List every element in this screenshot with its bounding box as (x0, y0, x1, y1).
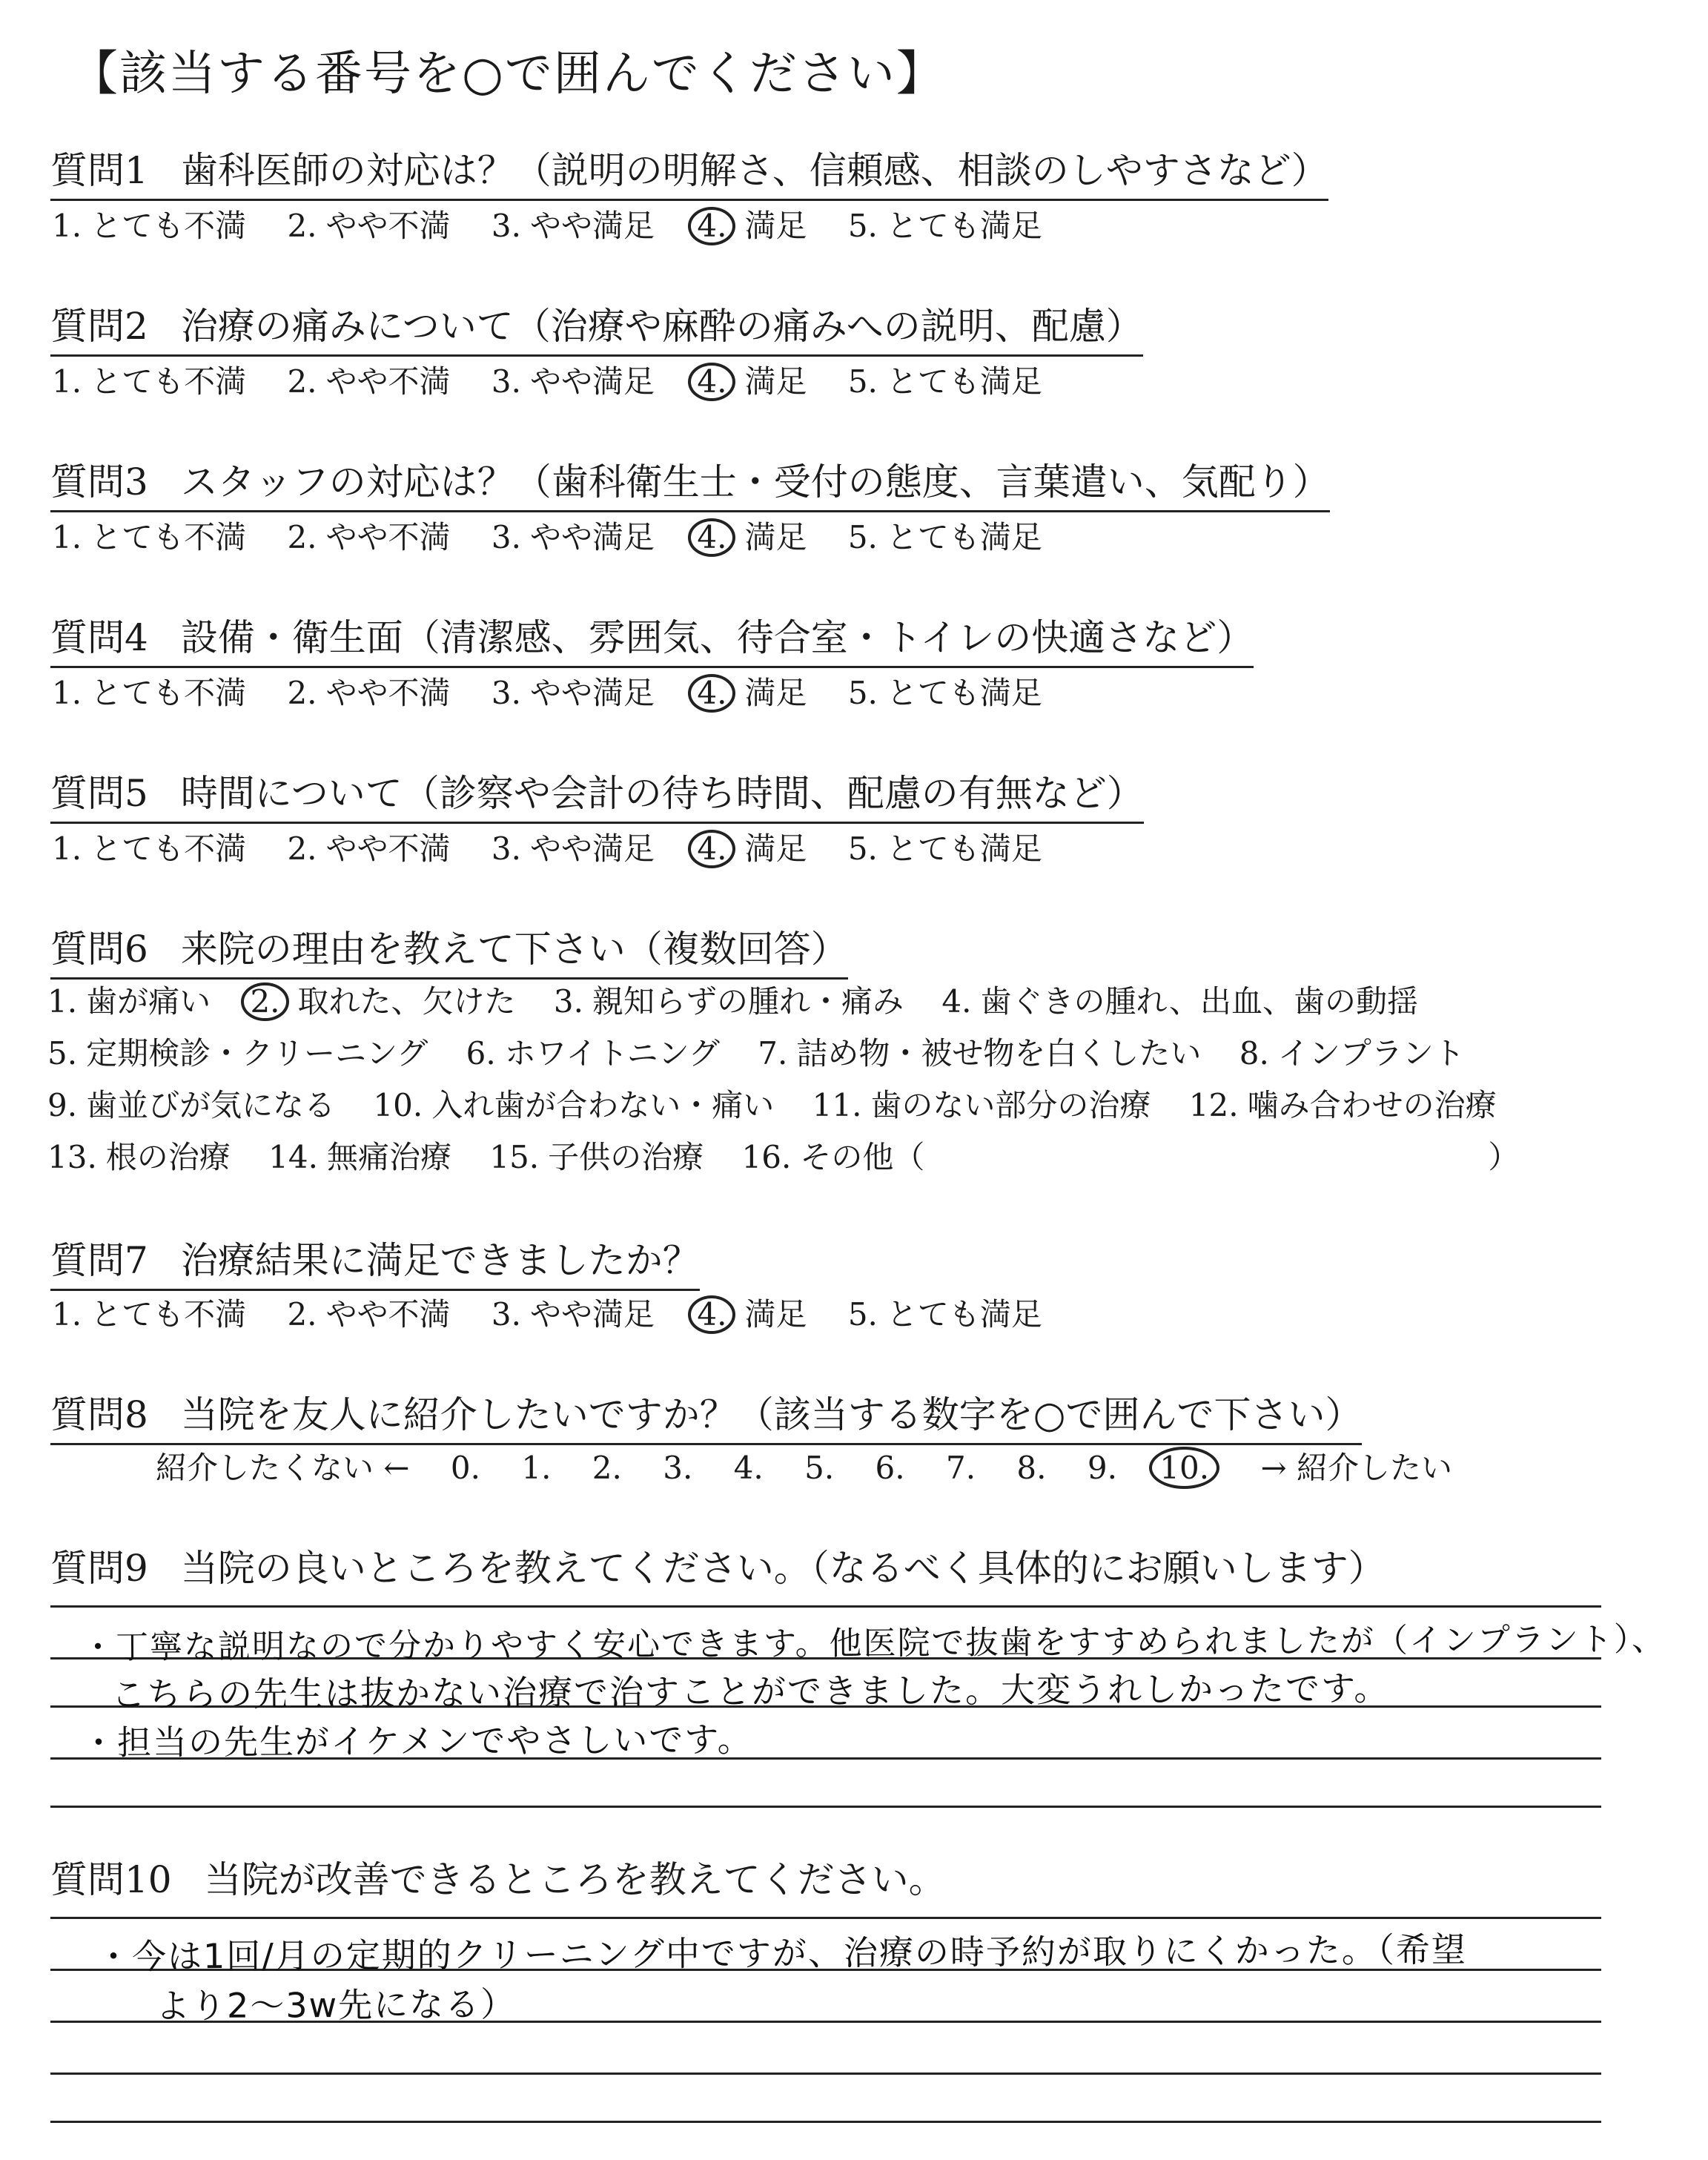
option-3[interactable] (491, 825, 655, 869)
option-3[interactable] (491, 202, 655, 246)
question-2-options (52, 357, 1073, 402)
scale-number[interactable]: 5. (804, 1450, 835, 1486)
option-label: やや不満 (325, 675, 451, 711)
option-label: とても満足 (886, 363, 1042, 400)
question-9-heading (50, 1539, 1386, 1596)
option-label: やや不満 (325, 1296, 451, 1332)
option-number: 5. (847, 1296, 878, 1332)
option-label: 満足 (744, 675, 807, 711)
option-label: やや不満 (325, 519, 451, 555)
option-number: 2. (287, 830, 317, 867)
option-label: とても不満 (90, 675, 247, 711)
question-number: 質問8 (50, 1393, 148, 1436)
option-number: 3. (491, 519, 521, 555)
option-number: 5. (847, 208, 878, 244)
option-2[interactable] (287, 669, 450, 713)
question-4-options (52, 669, 1073, 713)
question-3-heading (50, 452, 1330, 512)
question-text: 当院が改善できるところを教えてください。 (204, 1858, 946, 1901)
question-text: 設備・衛生面（清潔感、雰囲気、待合室・トイレの快適さなど） (180, 616, 1254, 659)
option-1[interactable] (52, 1290, 246, 1335)
reason-row (47, 1133, 1547, 1185)
option-5[interactable] (848, 825, 1042, 869)
reason-option[interactable] (373, 1081, 774, 1126)
scale-number[interactable]: 2. (592, 1450, 622, 1486)
hand-circle-mark: 4. (688, 674, 735, 713)
option-3[interactable] (491, 669, 655, 713)
option-label: とても満足 (886, 830, 1042, 867)
option-number: 1. (52, 363, 82, 400)
option-label: とても不満 (90, 1296, 247, 1332)
option-1[interactable] (52, 669, 246, 713)
option-4-circled[interactable] (695, 357, 807, 402)
option-label: とても不満 (90, 363, 247, 400)
question-number: 質問6 (50, 928, 148, 971)
option-number: 1. (52, 519, 82, 555)
option-number: 1. (47, 983, 78, 1020)
option-4-circled[interactable] (695, 1290, 807, 1335)
option-4-circled[interactable] (695, 825, 807, 869)
scale-right-label: → 紹介したい (1260, 1450, 1452, 1486)
option-5[interactable] (848, 669, 1042, 713)
question-text: 時間について（診察や会計の待ち時間、配慮の有無など） (180, 772, 1144, 815)
option-number: 1. (52, 1296, 82, 1332)
option-label: やや満足 (529, 208, 655, 244)
option-label: 歯並びが気になる (86, 1087, 336, 1123)
option-number: 1. (52, 830, 82, 867)
question-text: 当院を友人に紹介したいですか？（該当する数字を○で囲んで下さい） (180, 1393, 1363, 1436)
option-4-circled[interactable] (695, 202, 807, 246)
option-label: やや満足 (529, 519, 655, 555)
option-label: ホワイトニング (504, 1035, 720, 1071)
recommend-scale (156, 1444, 1483, 1489)
question-text: 来院の理由を教えて下さい（複数回答） (180, 928, 848, 971)
question-number: 質問2 (50, 305, 148, 348)
scale-number[interactable]: 8. (1016, 1450, 1047, 1486)
option-4-circled[interactable] (695, 669, 807, 713)
hand-circle-mark: 4. (688, 518, 735, 557)
reason-option[interactable] (941, 977, 1418, 1022)
question-number: 質問4 (50, 616, 148, 659)
handwritten-answer: ・担当の先生がイケメンでやさしいです。 (81, 1719, 753, 1763)
reason-option[interactable] (47, 977, 211, 1022)
handwritten-answer: より2～3w先になる） (155, 1984, 517, 2027)
option-label: とても満足 (886, 208, 1042, 244)
reason-row (47, 1081, 1547, 1133)
scale-number[interactable]: 3. (663, 1450, 693, 1486)
option-label: とても満足 (886, 1296, 1042, 1332)
question-text: 当院の良いところを教えてください。（なるべく具体的にお願いします） (180, 1547, 1386, 1590)
option-2[interactable] (287, 513, 450, 558)
option-number: 3. (491, 675, 521, 711)
answer-line (50, 1806, 1601, 1808)
option-number: 8. (1239, 1035, 1269, 1071)
scale-number[interactable]: 4. (733, 1450, 764, 1486)
scale-number[interactable]: 1. (521, 1450, 552, 1486)
scale-left-label: 紹介したくない ← (156, 1450, 410, 1486)
hand-circle-mark: 4. (688, 207, 735, 245)
option-label: やや満足 (529, 675, 655, 711)
question-number: 質問1 (50, 149, 148, 192)
reason-option[interactable] (47, 1081, 335, 1126)
reason-option-other[interactable] (742, 1133, 1520, 1178)
reason-option[interactable] (489, 1133, 704, 1178)
option-label: やや満足 (529, 830, 655, 867)
reason-option[interactable] (47, 1029, 428, 1074)
option-number: 2. (287, 519, 317, 555)
answer-line (50, 1605, 1601, 1608)
question-3-options (52, 513, 1073, 558)
reason-option[interactable] (812, 1081, 1151, 1126)
option-label: 満足 (744, 1296, 807, 1332)
hand-circle-mark: 4. (688, 830, 735, 868)
question-number: 質問10 (50, 1858, 172, 1901)
scale-number[interactable]: 9. (1087, 1450, 1117, 1486)
option-number: 5. (847, 675, 878, 711)
question-8-heading (50, 1385, 1362, 1445)
option-label: 取れた、欠けた (297, 983, 516, 1020)
option-label: やや不満 (325, 363, 451, 400)
option-label: とても満足 (886, 519, 1042, 555)
option-label: 子供の治療 (548, 1139, 704, 1175)
scale-number[interactable]: 6. (875, 1450, 905, 1486)
option-3[interactable] (491, 357, 655, 402)
option-label: 詰め物・被せ物を白くしたい (796, 1035, 1202, 1071)
question-number: 質問3 (50, 460, 148, 503)
option-2[interactable] (287, 1290, 450, 1335)
option-number: 10. (373, 1087, 423, 1123)
question-6-heading (50, 919, 848, 980)
option-number: 2. (287, 1296, 317, 1332)
option-5[interactable] (848, 202, 1042, 246)
option-number: 13. (47, 1139, 97, 1175)
option-number: 3. (491, 363, 521, 400)
option-number: 2. (287, 363, 317, 400)
option-number: 5. (847, 363, 878, 400)
option-number: 9. (47, 1087, 78, 1123)
reason-option[interactable] (1239, 1029, 1465, 1074)
option-number: 6. (466, 1035, 496, 1071)
question-number: 質問7 (50, 1239, 148, 1282)
option-number: 3. (553, 983, 583, 1020)
option-label: その他（ (800, 1139, 925, 1175)
reason-row (47, 977, 1547, 1029)
option-label: 親知らずの腫れ・痛み (592, 983, 904, 1020)
option-1[interactable] (52, 825, 246, 869)
question-1-heading (50, 141, 1328, 201)
option-number: 3. (491, 1296, 521, 1332)
option-number: 5. (47, 1035, 78, 1071)
question-text: 治療結果に満足できましたか？ (180, 1239, 700, 1282)
option-2[interactable] (287, 202, 450, 246)
handwritten-answer: ・丁寧な説明なので分かりやすく安心できます。他医院で抜歯をすすめられましたが（インプラント）、 (81, 1620, 1666, 1667)
reason-option[interactable] (758, 1029, 1201, 1074)
question-7-options (52, 1290, 1073, 1335)
option-3[interactable] (491, 513, 655, 558)
option-number: 15. (489, 1139, 540, 1175)
option-label: インプラント (1277, 1035, 1465, 1071)
option-5[interactable] (848, 357, 1042, 402)
other-close-paren: ） (1488, 1139, 1520, 1175)
option-5[interactable] (848, 1290, 1042, 1335)
option-label: 満足 (744, 519, 807, 555)
answer-line (50, 2121, 1601, 2123)
option-label: やや満足 (529, 1296, 655, 1332)
question-4-heading (50, 608, 1254, 668)
reason-option-circled[interactable] (248, 977, 515, 1022)
question-5-heading (50, 764, 1144, 824)
question-5-options (52, 825, 1073, 869)
option-number: 12. (1188, 1087, 1239, 1123)
option-number: 3. (491, 830, 521, 867)
option-number: 2. (287, 208, 317, 244)
page-title: 【該当する番号を○で囲んでください】 (70, 47, 945, 102)
option-2[interactable] (287, 357, 450, 402)
option-number: 3. (491, 208, 521, 244)
option-3[interactable] (491, 1290, 655, 1335)
option-1[interactable] (52, 513, 246, 558)
option-1[interactable] (52, 357, 246, 402)
visit-reasons-list (47, 977, 1547, 1185)
option-label: とても不満 (90, 519, 247, 555)
reason-option[interactable] (268, 1133, 451, 1178)
option-label: やや不満 (325, 830, 451, 867)
option-4-circled[interactable] (695, 513, 807, 558)
option-number: 5. (847, 830, 878, 867)
hand-circle-mark: 4. (688, 363, 735, 401)
answer-line (50, 2073, 1601, 2075)
reason-row (47, 1029, 1547, 1081)
reason-option[interactable] (1189, 1081, 1497, 1126)
question-text: 治療の痛みについて（治療や麻酔の痛みへの説明、配慮） (180, 305, 1143, 348)
scale-number[interactable]: 7. (945, 1450, 976, 1486)
scale-number-circled[interactable]: 10. (1149, 1447, 1219, 1489)
question-text: スタッフの対応は？（歯科衛生士・受付の態度、言葉遣い、気配り） (180, 460, 1330, 503)
option-label: 噛み合わせの治療 (1247, 1087, 1497, 1123)
option-label: 根の治療 (105, 1139, 231, 1175)
option-label: 入れ歯が合わない・痛い (431, 1087, 775, 1123)
option-number: 4. (941, 983, 972, 1020)
option-number: 1. (52, 675, 82, 711)
option-label: 歯のない部分の治療 (870, 1087, 1151, 1123)
question-number: 質問5 (50, 772, 148, 815)
option-number: 11. (812, 1087, 862, 1123)
hand-circle-mark: 2. (241, 982, 288, 1021)
question-1-options (52, 202, 1073, 246)
handwritten-answer: ・今は1回/月の定期的クリーニング中ですが、治療の時予約が取りにくかった。（希望 (96, 1929, 1468, 1977)
option-label: とても不満 (90, 208, 247, 244)
option-label: とても不満 (90, 830, 247, 867)
question-number: 質問9 (50, 1547, 148, 1590)
question-text: 歯科医師の対応は？（説明の明解さ、信頼感、相談のしやすさなど） (180, 149, 1328, 192)
option-label: 満足 (744, 830, 807, 867)
reason-option[interactable] (47, 1133, 231, 1178)
reason-option[interactable] (554, 977, 904, 1022)
option-1[interactable] (52, 202, 246, 246)
option-number: 2. (287, 675, 317, 711)
option-label: やや満足 (529, 363, 655, 400)
option-label: 歯ぐきの腫れ、出血、歯の動揺 (980, 983, 1418, 1020)
option-label: とても満足 (886, 675, 1042, 711)
answer-line (50, 1917, 1601, 1919)
handwritten-answer: こちらの先生は抜かない治療で治すことができました。大変うれしかったです。 (110, 1668, 1390, 1715)
option-label: 歯が痛い (86, 983, 211, 1020)
question-10-heading (50, 1850, 946, 1908)
option-number: 14. (268, 1139, 318, 1175)
option-label: 無痛治療 (326, 1139, 451, 1175)
option-label: 定期検診・クリーニング (86, 1035, 428, 1071)
option-number: 5. (847, 519, 878, 555)
option-number: 16. (741, 1139, 792, 1175)
option-2[interactable] (287, 825, 450, 869)
question-7-heading (50, 1231, 700, 1291)
question-2-heading (50, 297, 1143, 357)
option-label: やや不満 (325, 208, 451, 244)
option-number: 1. (52, 208, 82, 244)
option-5[interactable] (848, 513, 1042, 558)
option-label: 満足 (744, 208, 807, 244)
hand-circle-mark: 4. (688, 1295, 735, 1334)
option-label: 満足 (744, 363, 807, 400)
reason-option[interactable] (466, 1029, 720, 1074)
scale-number[interactable]: 0. (450, 1450, 480, 1486)
option-number: 7. (758, 1035, 788, 1071)
